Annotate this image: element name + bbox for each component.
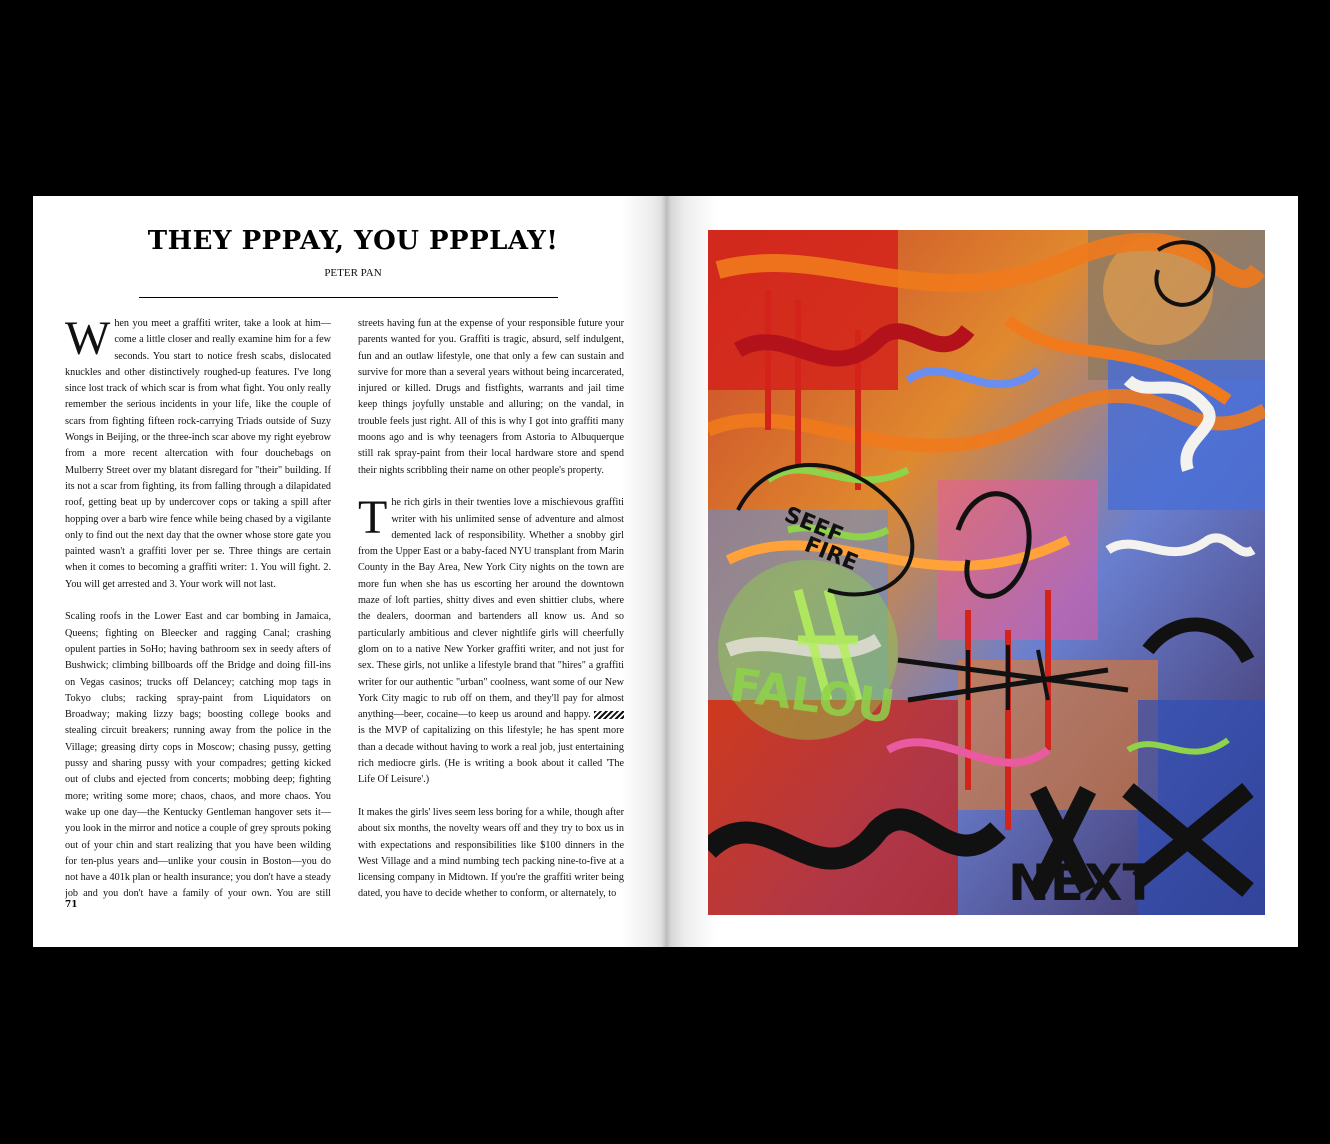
title-divider [139, 297, 558, 298]
article-title: THEY PPPAY, YOU PPPLAY! [147, 226, 559, 256]
graffiti-tag: NEXT [1008, 854, 1157, 912]
article-byline: PETER PAN [324, 267, 382, 279]
magazine-spread [33, 196, 1298, 947]
paragraph: Scaling roofs in the Lower East and car bombing in Jamaica, Queens; fighting on Bleecker and ragging Canal; crashing opulent parties in SoHo; having bathroom sex in seedy afters of Bushwick; climbing billboards off the Bridge and doing fill-ins on Vegas casinos; trucks off Delancey; catching mop tags in Tokyo clubs; racking spray-paint from Liquidators on Broadway; making lizzy bags; boosting college books and stealing circuit breakers; running away from the police in the Village; greasing dirty cops in Moscow; chasing pussy, getting pussy and sharing pussy with your compadres; getting kicked out of clubs and ejected from concerts; mobbing deep; fighting more; writing some more; chaos, chaos, and more chaos. You wake up one day—the Kentucky Gentleman hangover sets it—you look in the mirror and notice a couple of grey sprouts poking out of your chin and start realizing that you have been wilding for ten-plus years and—unlike your cousin in Boston—you do not have a 401k plan or health insurance; you don't have a steady job and you don't have a family of your own. You are still [65, 611, 331, 900]
paragraph [65, 316, 331, 593]
paragraph [358, 491, 624, 788]
graffiti-artwork [708, 230, 1265, 915]
text-column-2 [358, 316, 624, 901]
left-page [33, 196, 666, 947]
drop-cap: T [358, 491, 388, 545]
paragraph-text: he rich girls in their twenties love a mischievous graffiti writer with his unlimited sense of adventure and almost demented lack of responsibility. Whether a snobby girl from the Upper East or a baby-faced NYU transplant from Marin County in the Bay Area, New York City nights on the town are more fun when she has us escorting her around the downtown maze of loft parties, shitty dives and even shittier clubs, where the dealers, doorman and bartenders all know us. And so particularly ambitious and clever nightlife girls will cheerfully glom on to a native New Yorker graffiti writer, and not just for sex. These girls, not unlike a lifestyle brand that "hires" a graffiti writer for our authentic "urban" coolness, want some of our New York City magic to rub off on them, and they'll pay for almost anything—beer, cocaine—to keep us around and happy. [358, 497, 624, 721]
page-number: 71 [65, 900, 78, 910]
graffiti-artwork-image [708, 230, 1265, 915]
graffiti-tag: SEEF [780, 502, 847, 549]
paragraph-text: is the MVP of capitalizing on this lifestyle; he has spent more than a decade without having to work a real job, just entertaining rich mediocre girls. (He is writing a book about it called 'The Life Of Leisure'.) [358, 725, 624, 786]
paragraph-text: hen you meet a graffiti writer, take a look at him—come a little closer and really examine him for a few seconds. You start to notice fresh scabs, dislocated knuckles and other distinctively roughed-up features. I've long since lost track of which scar is from what fight. You only really remember the serious incidents in your life, like the couple of scars from fighting fifteen rock-carrying Triads outside of Suzy Wongs in Beijing, or the three-inch scar above my right eyebrow from a more recent altercation with four douchebags on Mulberry Street over my blatant disregard for "their" building. If its not a scar from fighting, its from falling through a dilapidated roof, getting beat up by undercover cops or taking a spill after hopping over a barb wire fence while being chased by a vigilante only to find out the next day that the owner whose store gate you painted wasn't a graffiti lover per se. Three things are certain when it comes to becoming a graffiti writer: 1. You will fight. 2. You will get arrested and 3. Your work will not last. [65, 318, 331, 590]
drop-cap: W [65, 316, 111, 365]
graffiti-tag: FIRE [800, 532, 862, 577]
paragraph: It makes the girls' lives seem less boring for a while, though after about six months, the novelty wears off and they try to box us in with expectations and responsibilities like $100 dinners in the West Village and a mind numbing tech packing nine-to-five at a licensing company in Midtown. If you're the graffiti writer being dated, you have to decide whether to conform, or alternately, to [358, 806, 624, 900]
text-column-1 [65, 316, 331, 901]
graffiti-tag: FALOU [726, 657, 899, 734]
page-gutter [661, 196, 671, 947]
redacted-name-mark [594, 711, 624, 719]
paragraph: streets having fun at the expense of your responsible future your parents wanted for you. Graffiti is tragic, absurd, self indulgent, fun and an outlaw lifestyle, one that only a few can sustain and survive for more than a several years without being incarcerated, injured or killed. Drugs and fistfights, warrants and jail time keep things joyfully unstable and alluring; on the vandal, in trouble feels just right. All of this is why I got into graffiti many moons ago and is why teenagers from Astoria to Albuquerque still rak spray-paint from their local hardware store and spend their nights scribbling their name on other people's property. [358, 318, 624, 476]
